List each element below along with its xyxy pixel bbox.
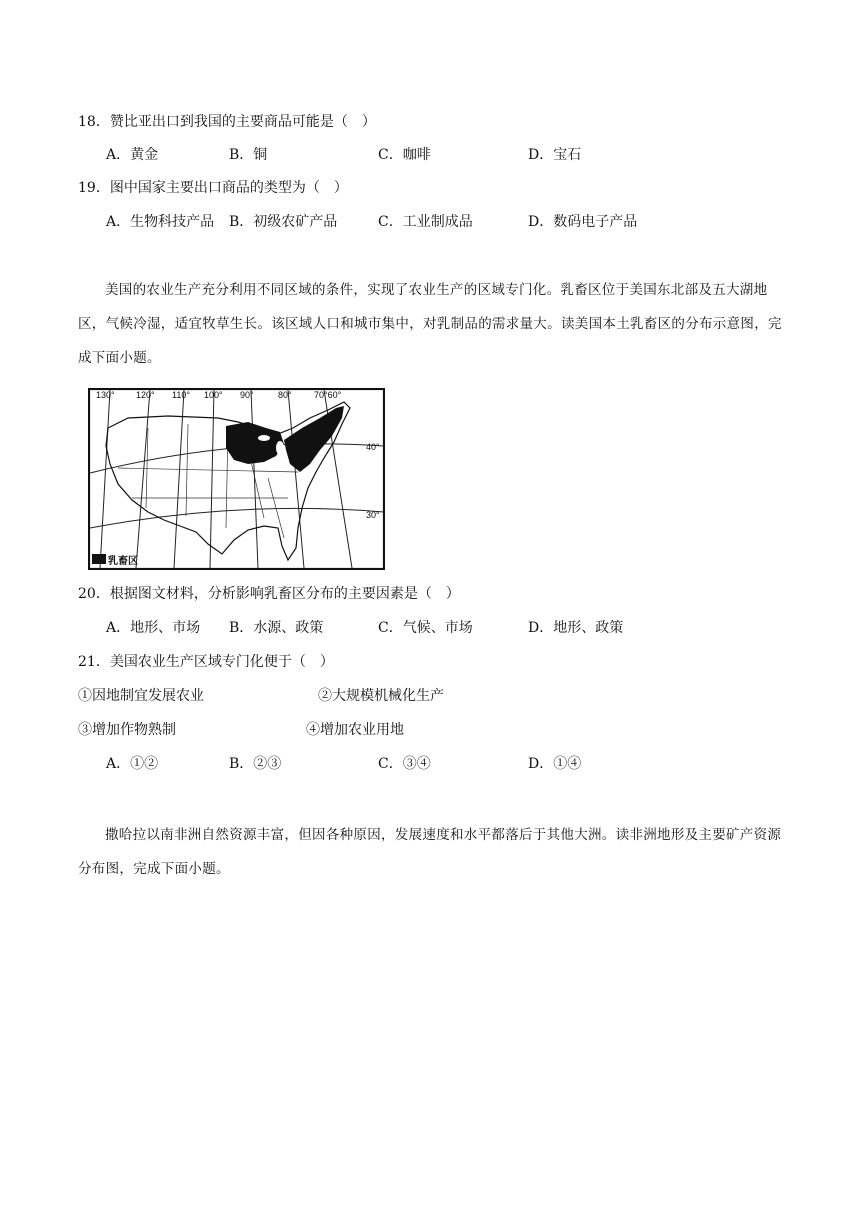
- lon-label-100: 100°: [204, 390, 223, 400]
- lon-label-110: 110°: [172, 390, 190, 400]
- reading-passage-usa: 美国的农业生产充分利用不同区域的条件，实现了农业生产的区域专门化。乳畜区位于美国东北部及五大湖地区，气候冷湿，适宜牧草生长。该区域人口和城市集中，对乳制品的需求量大。读美国本土乳畜区的分布示意图，完成下面小题。: [78, 282, 782, 366]
- lat-label-30: 30°: [366, 510, 380, 520]
- q19-option-d: D．数码电子产品: [528, 214, 638, 230]
- lon-label-130: 130°: [96, 390, 115, 400]
- q18-option-b: B．铜: [229, 147, 268, 163]
- q18-option-d: D．宝石: [528, 147, 582, 163]
- usa-dairy-region-map: [88, 388, 385, 570]
- q21-statement-3: ③增加作物熟制: [78, 722, 176, 738]
- q19-option-c: C．工业制成品: [378, 214, 473, 230]
- q20-option-a: A．地形、市场: [106, 620, 201, 636]
- q18-option-a: A．黄金: [106, 147, 159, 163]
- question-20-stem: 20．根据图文材料，分析影响乳畜区分布的主要因素是（ ）: [78, 586, 460, 602]
- q21-option-d: D．①④: [528, 756, 582, 772]
- question-21-stem: 21．美国农业生产区域专门化便于（ ）: [78, 654, 334, 670]
- question-18-stem: 18．赞比亚出口到我国的主要商品可能是（ ）: [78, 114, 376, 130]
- reading-passage-africa: 撒哈拉以南非洲自然资源丰富，但因各种原因，发展速度和水平都落后于其他大洲。读非洲地形及主要矿产资源分布图，完成下面小题。: [78, 827, 782, 877]
- q19-option-b: B．初级农矿产品: [229, 214, 338, 230]
- lon-label-90: 90°: [240, 390, 254, 400]
- q19-option-a: A．生物科技产品: [106, 214, 215, 230]
- q21-statement-2: ②大规模机械化生产: [318, 688, 444, 704]
- q21-option-b: B．②③: [229, 756, 282, 772]
- q21-statement-4: ④增加农业用地: [306, 722, 404, 738]
- lat-label-40: 40°: [366, 442, 380, 452]
- question-19-stem: 19．图中国家主要出口商品的类型为（ ）: [78, 180, 348, 196]
- legend-label: 乳畜区: [108, 556, 138, 567]
- q18-option-c: C．咖啡: [378, 147, 431, 163]
- legend-swatch: [92, 554, 106, 564]
- q20-option-d: D．地形、政策: [528, 620, 624, 636]
- q21-option-a: A．①②: [106, 756, 159, 772]
- lon-label-70-60: 70°60°: [314, 390, 342, 400]
- lon-label-120: 120°: [136, 390, 155, 400]
- q21-option-c: C．③④: [378, 756, 431, 772]
- q21-statement-1: ①因地制宜发展农业: [78, 688, 204, 704]
- q20-option-c: C．气候、市场: [378, 620, 473, 636]
- q20-option-b: B．水源、政策: [229, 620, 324, 636]
- lon-label-80: 80°: [278, 390, 292, 400]
